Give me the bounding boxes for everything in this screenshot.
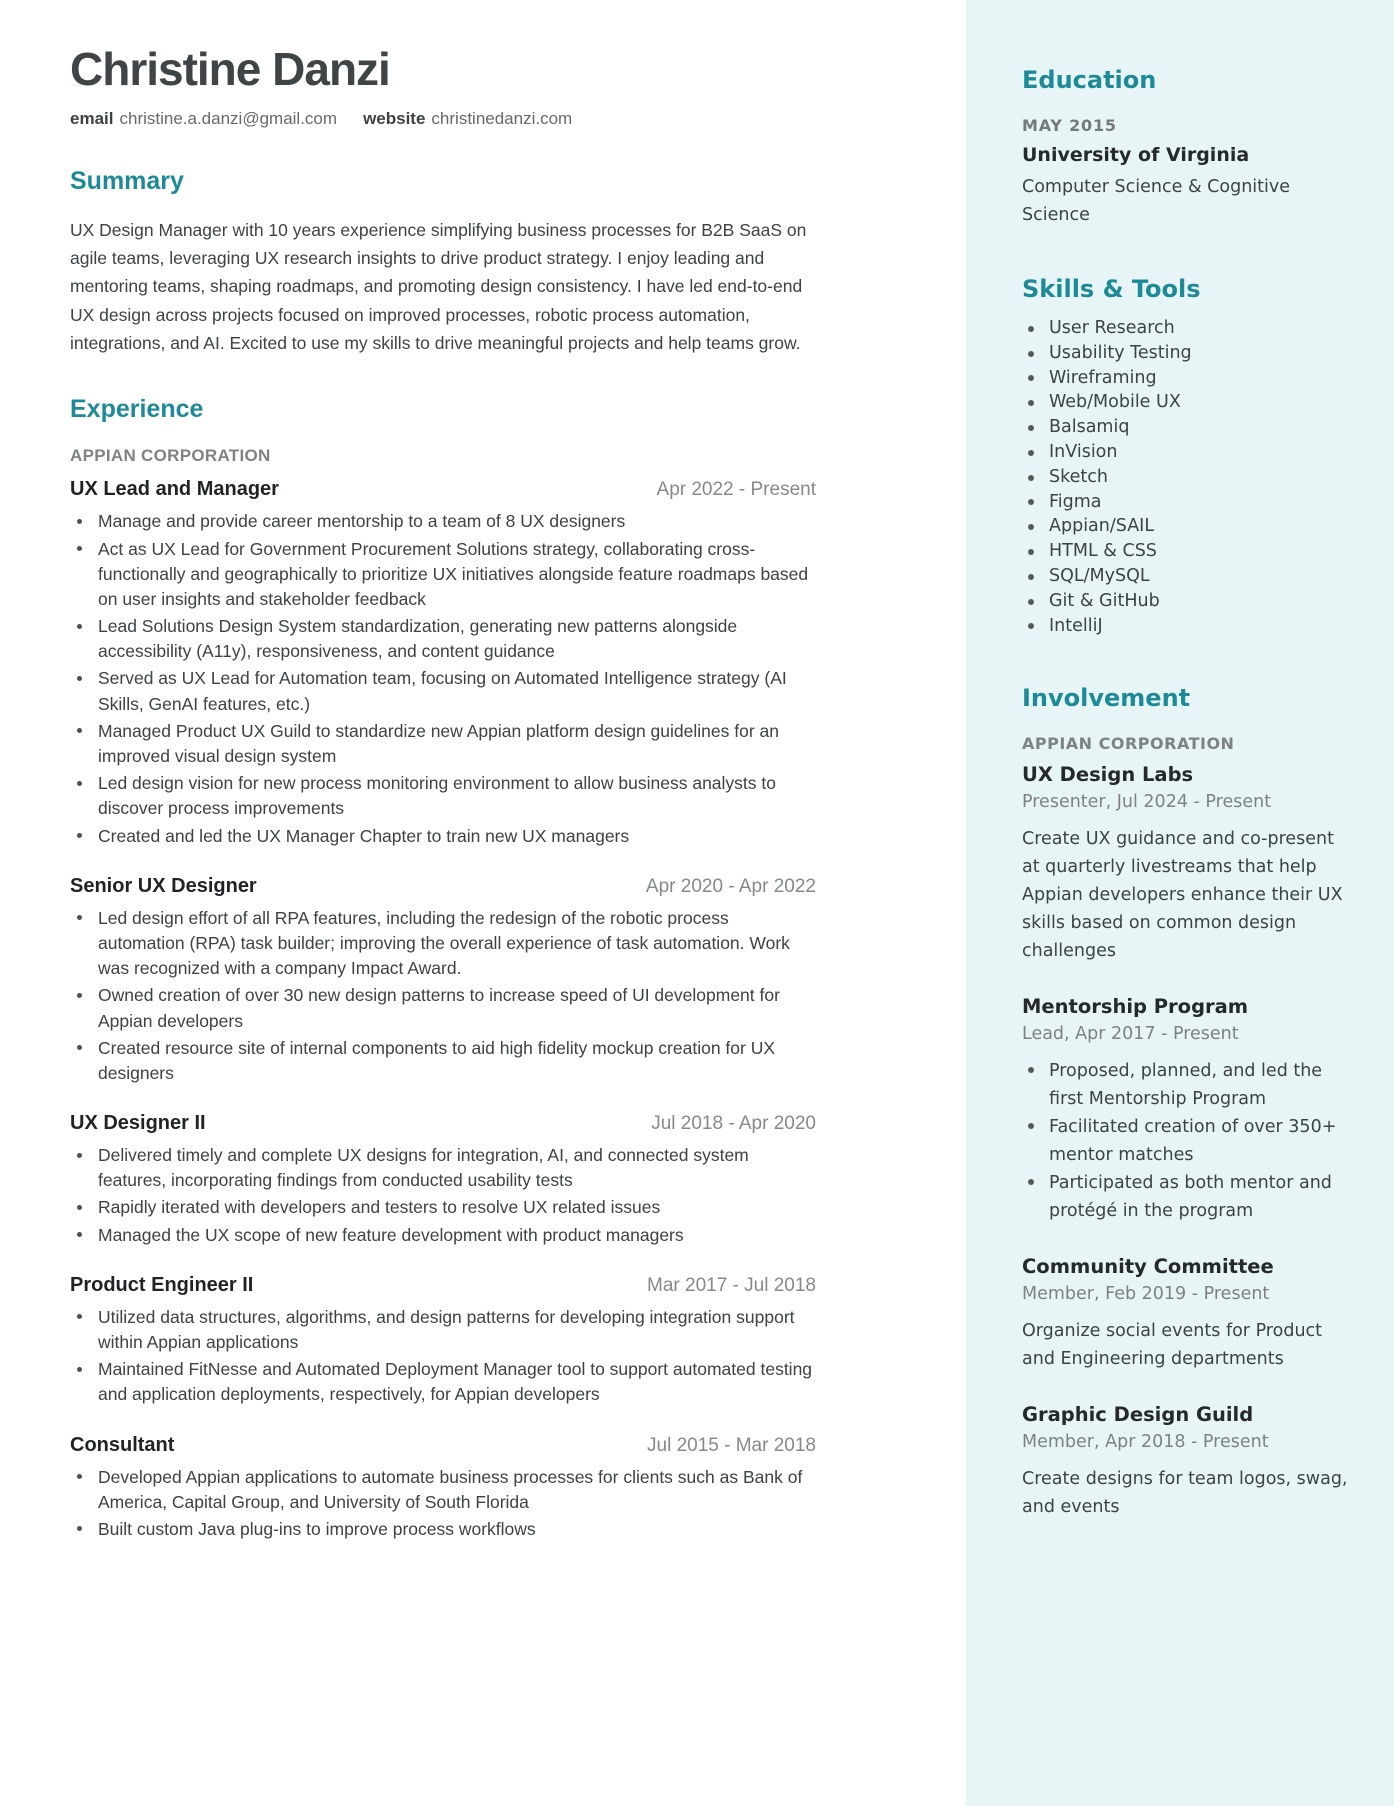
role-bullet: Created and led the UX Manager Chapter to train new UX managers: [70, 824, 816, 849]
role-bullet: Delivered timely and complete UX designs for integration, AI, and connected system features, incorporating findings from conducted usability tests: [70, 1143, 816, 1193]
involvement-section: [1022, 684, 1354, 1521]
role-dates: Jul 2015 - Mar 2018: [647, 1434, 816, 1456]
involvement-title: Mentorship Program: [1022, 995, 1249, 1019]
role-bullet: Rapidly iterated with developers and testers to resolve UX related issues: [70, 1195, 816, 1220]
role-bullet-list: [70, 1143, 816, 1248]
skill-item: Balsamiq: [1022, 416, 1354, 440]
involvement-description: Create UX guidance and co-present at quarterly livestreams that help Appian developers enhance their UX skills based on common design challenges: [1022, 829, 1343, 962]
skill-item: Figma: [1022, 491, 1354, 515]
role-bullet: Served as UX Lead for Automation team, focusing on Automated Intelligence strategy (AI Skills, GenAI features, etc.): [70, 666, 816, 716]
role-bullet: Utilized data structures, algorithms, and design patterns for developing integration support within Appian applications: [70, 1305, 816, 1355]
involvement-entry: [1022, 763, 1354, 965]
role-header: [70, 1112, 816, 1135]
role-header: [70, 1274, 816, 1297]
involvement-entry: [1022, 995, 1354, 1225]
skills-section: [1022, 275, 1354, 638]
involvement-role-dates: Member, Feb 2019 - Present: [1022, 1284, 1270, 1305]
email-label: email: [70, 108, 114, 128]
experience-role: [70, 1274, 816, 1408]
role-title: Consultant: [70, 1433, 175, 1456]
education-school: University of Virginia: [1022, 144, 1250, 166]
involvement-bullet: Participated as both mentor and protégé in the program: [1022, 1169, 1354, 1225]
education-degree: Computer Science & Cognitive Science: [1022, 177, 1291, 225]
role-bullet: Created resource site of internal components to aid high fidelity mockup creation for UX designers: [70, 1036, 816, 1086]
skill-item: Wireframing: [1022, 367, 1354, 391]
role-bullet-list: [70, 1305, 816, 1408]
experience-role: [70, 478, 816, 848]
involvement-description: Create designs for team logos, swag, and events: [1022, 1469, 1348, 1518]
role-bullet: Developed Appian applications to automate business processes for clients such as Bank of America, Capital Group, and University of South Florida: [70, 1465, 816, 1515]
involvement-entry: [1022, 1403, 1354, 1521]
role-bullet: Built custom Java plug-ins to improve process workflows: [70, 1517, 816, 1542]
role-dates: Apr 2022 - Present: [656, 479, 816, 501]
website-label: website: [363, 108, 426, 128]
skill-item: Web/Mobile UX: [1022, 391, 1354, 415]
involvement-title: UX Design Labs: [1022, 763, 1194, 787]
role-header: [70, 1434, 816, 1457]
role-bullet: Led design effort of all RPA features, including the redesign of the robotic process automation (RPA) task builder; improving the overall experience of task automation. Work was recognized with a company Impact Award.: [70, 906, 816, 982]
involvement-title: Community Committee: [1022, 1255, 1274, 1279]
sidebar: [966, 0, 1394, 1806]
summary-heading: Summary: [70, 166, 184, 195]
education-heading: Education: [1022, 66, 1157, 94]
role-bullet-list: [70, 906, 816, 1086]
education-section: [1022, 66, 1354, 229]
company-name: APPIAN CORPORATION: [70, 446, 271, 466]
role-title: Senior UX Designer: [70, 874, 257, 897]
skill-item: Usability Testing: [1022, 342, 1354, 366]
involvement-entry: [1022, 1255, 1354, 1373]
contact-row: [70, 109, 816, 129]
role-header: [70, 875, 816, 898]
role-bullet: Manage and provide career mentorship to a team of 8 UX designers: [70, 509, 816, 534]
experience-role: [70, 875, 816, 1086]
involvement-bullet-list: [1022, 1057, 1354, 1225]
involvement-description: Organize social events for Product and Engineering departments: [1022, 1321, 1323, 1370]
role-title: UX Designer II: [70, 1112, 206, 1135]
skill-item: InVision: [1022, 441, 1354, 465]
experience-section: [70, 395, 816, 1542]
skill-item: Git & GitHub: [1022, 590, 1354, 614]
role-bullet: Owned creation of over 30 new design patterns to increase speed of UI development for Appian developers: [70, 983, 816, 1033]
involvement-bullet: Facilitated creation of over 350+ mentor matches: [1022, 1113, 1354, 1169]
experience-heading: Experience: [70, 395, 204, 424]
person-name: Christine Danzi: [70, 43, 390, 95]
skills-heading: Skills & Tools: [1022, 275, 1201, 303]
skill-item: Appian/SAIL: [1022, 515, 1354, 539]
involvement-bullet: Proposed, planned, and led the first Mentorship Program: [1022, 1057, 1354, 1113]
role-bullet: Led design vision for new process monitoring environment to allow business analysts to discover process improvements: [70, 771, 816, 821]
role-title: Product Engineer II: [70, 1273, 254, 1296]
skill-item: HTML & CSS: [1022, 540, 1354, 564]
role-bullet-list: [70, 509, 816, 848]
role-bullet: Lead Solutions Design System standardization, generating new patterns alongside accessibility (A11y), responsiveness, and content guidance: [70, 614, 816, 664]
involvement-role-dates: Presenter, Jul 2024 - Present: [1022, 792, 1272, 813]
skill-item: User Research: [1022, 317, 1354, 341]
involvement-role-dates: Member, Apr 2018 - Present: [1022, 1432, 1269, 1453]
summary-section: [70, 167, 816, 358]
website-value: christinedanzi.com: [431, 108, 573, 128]
involvement-company: APPIAN CORPORATION: [1022, 734, 1235, 754]
email-value: christine.a.danzi@gmail.com: [119, 108, 338, 128]
experience-role: [70, 1112, 816, 1248]
role-bullet: Managed the UX scope of new feature development with product managers: [70, 1223, 816, 1248]
skill-item: Sketch: [1022, 466, 1354, 490]
role-dates: Mar 2017 - Jul 2018: [647, 1274, 816, 1296]
involvement-title: Graphic Design Guild: [1022, 1403, 1254, 1427]
involvement-heading: Involvement: [1022, 684, 1191, 713]
education-date: MAY 2015: [1022, 116, 1117, 135]
role-dates: Jul 2018 - Apr 2020: [651, 1113, 816, 1135]
involvement-role-dates: Lead, Apr 2017 - Present: [1022, 1024, 1239, 1045]
role-bullet: Maintained FitNesse and Automated Deployment Manager tool to support automated testing and application deployments, respectively, for Appian developers: [70, 1357, 816, 1407]
skills-list: [1022, 317, 1354, 638]
experience-role: [70, 1434, 816, 1543]
role-header: [70, 478, 816, 501]
role-dates: Apr 2020 - Apr 2022: [645, 875, 816, 897]
skill-item: SQL/MySQL: [1022, 565, 1354, 589]
skill-item: IntelliJ: [1022, 615, 1354, 639]
role-bullet: Act as UX Lead for Government Procurement Solutions strategy, collaborating cross-functionally and geographically to prioritize UX initiatives alongside feature roadmaps based on user insights and stakeholder feedback: [70, 537, 816, 613]
role-bullet-list: [70, 1465, 816, 1543]
role-title: UX Lead and Manager: [70, 478, 279, 501]
summary-text: UX Design Manager with 10 years experience simplifying business processes for B2B SaaS on agile teams, leveraging UX research insights to drive product strategy. I enjoy leading and mentoring teams, shaping roadmaps, and promoting design consistency. I have led end-to-end UX design across projects focused on improved processes, robotic process automation, integrations, and AI. Excited to use my skills to drive meaningful projects and help teams grow.: [70, 219, 807, 353]
role-bullet: Managed Product UX Guild to standardize new Appian platform design guidelines for an improved visual design system: [70, 719, 816, 769]
